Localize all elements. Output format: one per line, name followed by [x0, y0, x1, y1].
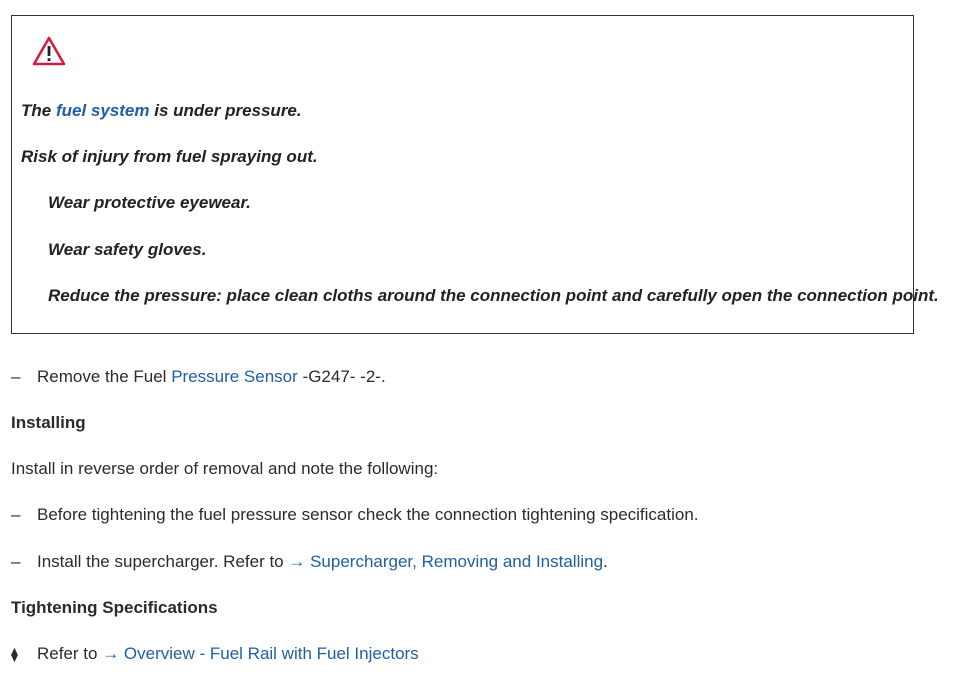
installing-heading: Installing: [11, 413, 86, 432]
warning-item-eyewear: Wear protective eyewear.: [48, 193, 251, 212]
install-note: Install in reverse order of removal and note the following:: [11, 459, 439, 478]
warning-line-risk: Risk of injury from fuel spraying out.: [21, 147, 318, 166]
warning-item-gloves: Wear safety gloves.: [48, 240, 207, 259]
step-check-tightening: [11, 505, 699, 525]
step-refer-overview: [11, 644, 419, 664]
warning-line-prefix: The: [21, 101, 56, 120]
step-text: Remove the Fuel: [37, 367, 172, 386]
dash-bullet: –: [11, 505, 21, 524]
step-text: Before tightening the fuel pressure sensor check the connection tightening specification.: [37, 505, 699, 524]
dash-bullet: –: [11, 552, 21, 571]
step-text: Install the supercharger. Refer to: [37, 552, 289, 571]
pressure-sensor-link[interactable]: Pressure Sensor: [171, 367, 298, 386]
dash-bullet: –: [11, 367, 21, 386]
warning-line-suffix: is under pressure.: [149, 101, 302, 120]
warning-box: [11, 15, 939, 334]
fuel-system-link[interactable]: fuel system: [55, 101, 150, 120]
step-text-suffix: .: [603, 552, 608, 571]
warning-item-reduce-pressure: Reduce the pressure: place clean cloths around the connection point and carefully open the connection point.: [48, 286, 939, 305]
warning-triangle-icon: [32, 36, 66, 66]
overview-fuel-rail-link[interactable]: → Overview - Fuel Rail with Fuel Injectors: [102, 644, 419, 663]
step-install-supercharger: [11, 552, 608, 572]
supercharger-link[interactable]: → Supercharger, Removing and Installing: [288, 552, 604, 571]
step-text: Refer to: [37, 644, 103, 663]
step-text-suffix: -G247- -2-.: [297, 367, 386, 386]
step-remove-sensor: [11, 367, 386, 387]
diamond-bullet: ⧫: [11, 646, 18, 662]
tightening-specifications-heading: Tightening Specifications: [11, 598, 218, 617]
warning-line-pressure: [21, 101, 302, 121]
